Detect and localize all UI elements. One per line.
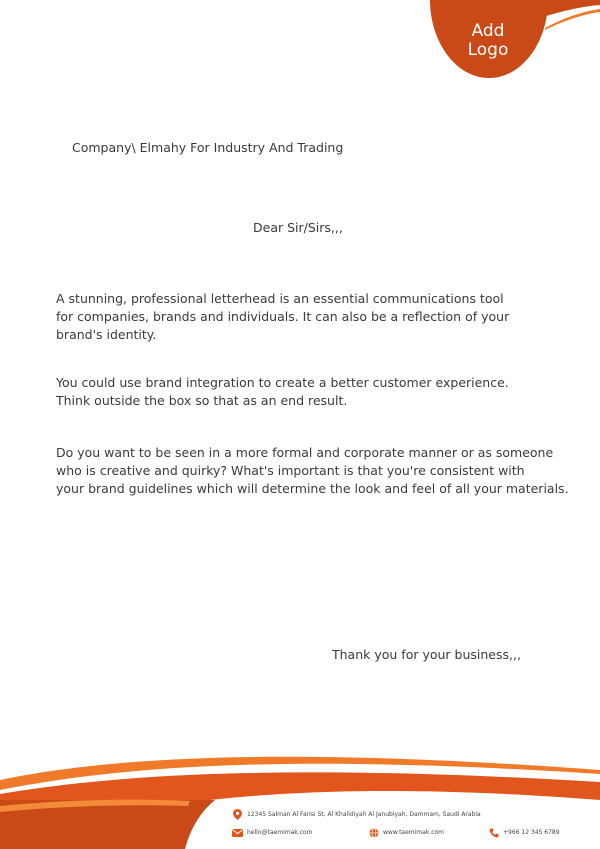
logo-placeholder xyxy=(430,0,546,80)
company-line: Company\ Elmahy For Industry And Trading xyxy=(72,140,344,155)
address-text: 12345 Salman Al Farisi St, Al Khalidiyah Al Janubiyah, Dammam, Saudi Arabia xyxy=(247,811,481,818)
footer-website xyxy=(368,827,444,838)
paragraph-line: your brand guidelines which will determine the look and feel of all your materials. xyxy=(56,481,569,496)
logo-line-2: Logo xyxy=(467,40,509,60)
footer-email xyxy=(232,827,312,838)
footer-address xyxy=(232,809,481,820)
email-text[interactable]: hello@taemimak.com xyxy=(247,829,313,836)
paragraph-2 xyxy=(56,374,576,410)
paragraph-line: Do you want to be seen in a more formal and corporate manner or as someone xyxy=(56,445,554,460)
website-text[interactable]: www.taemimak.com xyxy=(383,829,445,836)
phone-text[interactable]: +966 12 345 6789 xyxy=(503,829,560,836)
paragraph-line: You could use brand integration to create a better customer experience. xyxy=(56,375,509,390)
globe-icon xyxy=(368,827,379,838)
logo-line-1: Add xyxy=(471,21,505,41)
footer-phone xyxy=(488,827,560,838)
paragraph-line: A stunning, professional letterhead is an essential communications tool xyxy=(56,291,504,306)
location-pin-icon xyxy=(232,809,243,820)
phone-icon xyxy=(488,827,499,838)
paragraph-line: for companies, brands and individuals. It can also be a reflection of your xyxy=(56,309,510,324)
closing-line: Thank you for your business,,, xyxy=(332,647,521,662)
paragraph-line: Think outside the box so that as an end result. xyxy=(56,393,348,408)
paragraph-1 xyxy=(56,290,576,344)
paragraph-line: who is creative and quirky? What's important is that you're consistent with xyxy=(56,463,525,478)
paragraph-line: brand's identity. xyxy=(56,327,157,342)
envelope-icon xyxy=(232,827,243,838)
paragraph-3 xyxy=(56,444,576,498)
salutation: Dear Sir/Sirs,,, xyxy=(253,220,343,235)
